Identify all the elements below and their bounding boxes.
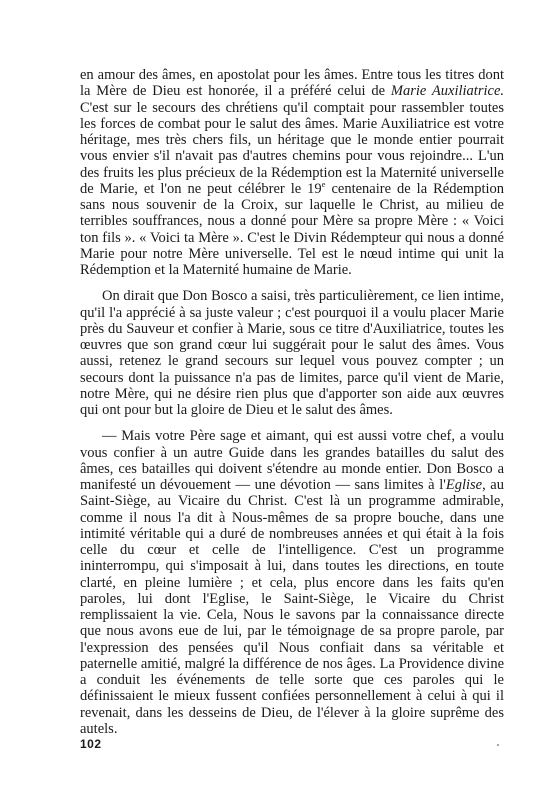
- text-segment: Marie Auxiliatrice.: [390, 83, 505, 100]
- text-segment: , au Saint-Siège, au Vicaire du Christ. C'est là un programme admirable, comme il nous l'a dit à Nous-mêmes de sa propre bouche, dans une intimité véritable qui a duré de nombreuses années et qui était à la fois celle du cœur et celle de l'intelligence. C'est un programme ininterrompu, qui s'imposait à lui, dans toutes les directions, en toute clarté, en pleine lumière ; et cela, plus encore dans les faits qu'en paroles, lui dont l'Eglise, le Saint-Siège, le Vicaire du Christ remplissaient la vie. Cela, Nous le savons par la connaissance directe que nous avons eue de lui, par le témoignage de sa propre parole, par l'expression des pensées qu'il Nous confiait dans sa véritable et paternelle amitié, malgré la différence de nos âges. La Providence divine a conduit les événements de telle sorte que ces paroles qui le définissaient le mieux fussent confiées personnellement à celui à qui il revenait, dans les desseins de Dieu, de l'élever à la gloire suprême des autels.: [80, 477, 504, 737]
- text-segment: Eglise: [445, 477, 483, 493]
- text-segment: C'est sur le secours des chrétiens qu'il comptait pour rassembler toutes les forces de combat pour le salut des âmes. Marie Auxiliatrice est votre héritage, mes très chers fils, un héritage que le monde entier pourrait vous envier s'il n'avait pas d'autres chemins pour vous rejoindre... L'un des fruits les plus précieux de la Rédemption est la Maternité universelle de Marie, et l'on ne peut célébrer le 19: [80, 99, 504, 197]
- page-number: 102: [80, 737, 102, 751]
- paragraph-2: [80, 288, 504, 418]
- print-speck: [497, 744, 499, 746]
- text-segment: On dirait que Don Bosco a saisi, très particulièrement, ce lien intime, qu'il l'a apprécié à sa juste valeur ; c'est pourquoi il a voulu placer Marie près du Sauveur et confier à Marie, sous ce titre d'Auxiliatrice, toutes les œuvres que son grand cœur lui suggérait pour le salut des âmes. Vous aussi, retenez le grand secours sur lequel vous pouvez compter ; un secours dont la puissance n'a pas de limites, parce qu'il vient de Marie, notre Mère, qui ne désire rien plus que d'apporter son aide aux œuvres qui ont pour but la gloire de Dieu et le salut des âmes.: [80, 288, 504, 418]
- text-segment: en amour des âmes, en apostolat pour les âmes. Entre tous les titres dont la Mère de Dieu est honorée, il a préféré celui de: [80, 67, 504, 100]
- body-text: [80, 67, 504, 737]
- text-segment: — Mais votre Père sage et aimant, qui est aussi votre chef, a voulu vous confier à un autre Guide dans les grandes batailles du salut des âmes, ces batailles qui doivent s'étendre au monde entier. Don Bosco a manifesté un dévouement — une dévotion — sans limites à l': [80, 428, 504, 493]
- paragraph-1: [80, 67, 504, 278]
- paragraph-3: [80, 428, 504, 737]
- text-segment: e: [321, 178, 326, 189]
- text-segment: centenaire de la Rédemption sans nous souvenir de la Croix, sur laquelle le Christ, au milieu de terribles souffrances, nous a donné pour Mère sa propre Mère : « Voici ton fils ». « Voici ta Mère ». C'est le Divin Rédempteur qui nous a donné Marie pour notre Mère universelle. Tel est le nœud intime qui unit la Rédemption et la Maternité humaine de Marie.: [80, 180, 504, 278]
